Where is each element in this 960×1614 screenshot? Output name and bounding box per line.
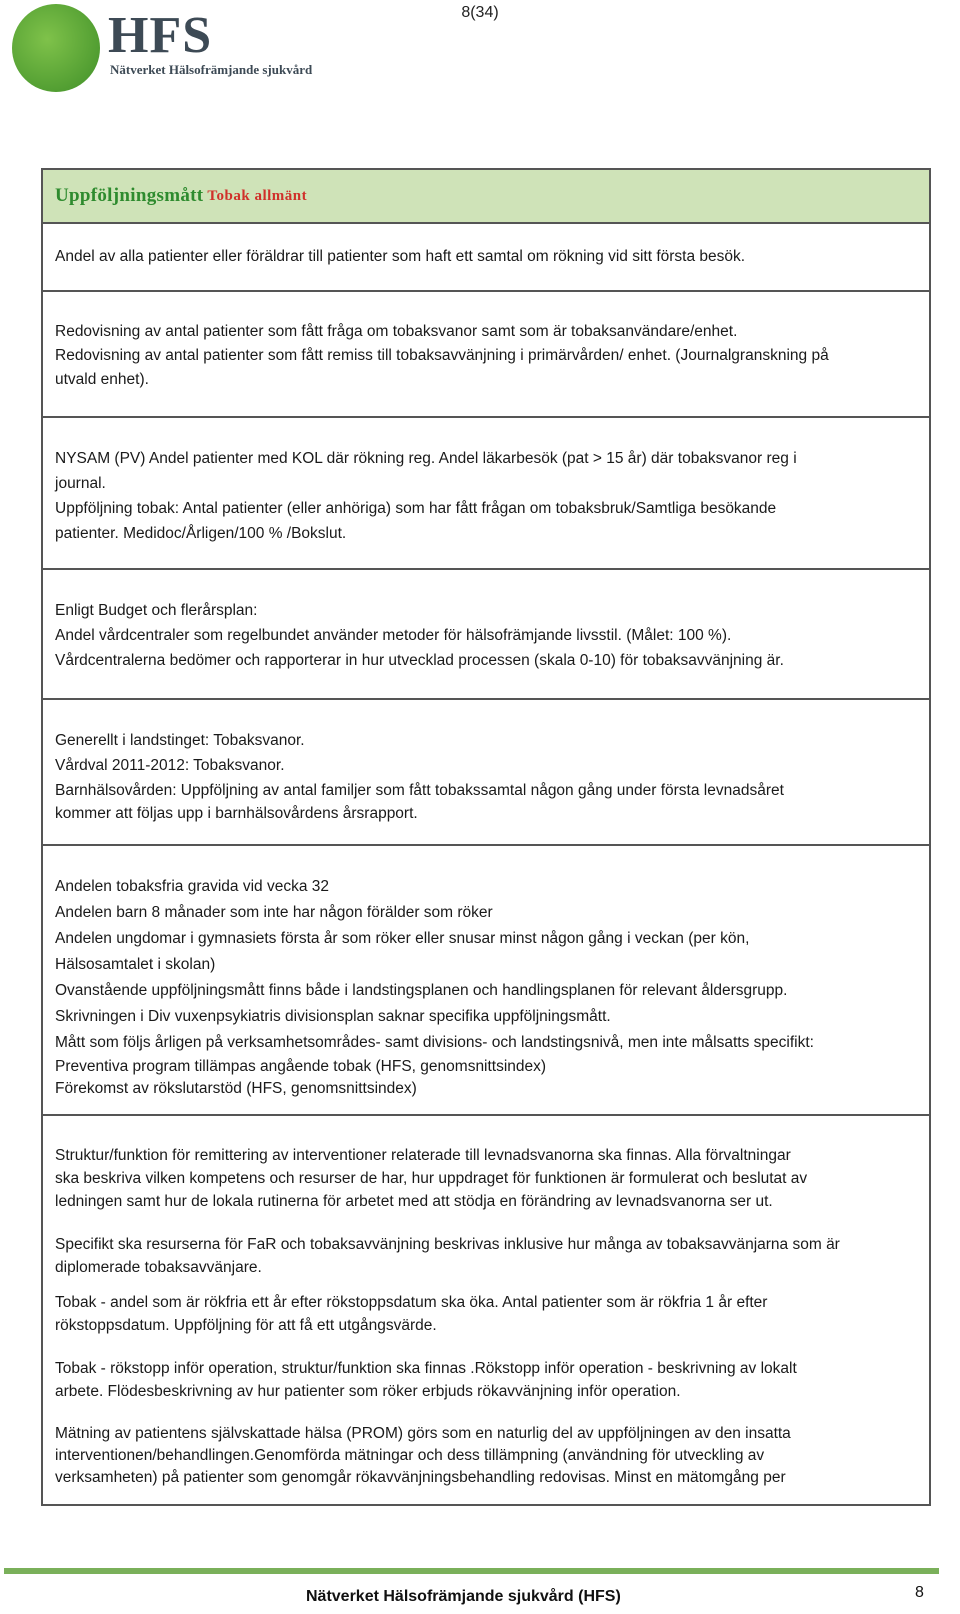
footer-text: Nätverket Hälsofrämjande sjukvård (HFS) bbox=[306, 1588, 621, 1605]
row-text: Andel vårdcentraler som regelbundet använder metoder för hälsofrämjande livsstil. (Målet: 100 %). bbox=[55, 627, 732, 644]
table-row bbox=[43, 292, 929, 418]
row-text: Vårdval 2011-2012: Tobaksvanor. bbox=[55, 757, 285, 774]
followup-table bbox=[41, 168, 931, 1506]
row-text: ska beskriva vilken kompetens och resurser de har, hur uppdraget för funktionen är formulerat och beslutat av bbox=[55, 1170, 808, 1187]
row-text: Uppföljning tobak: Antal patienter (eller anhöriga) som har fått frågan om tobaksbruk/Samtliga besökande bbox=[55, 500, 777, 517]
row-text: Andelen tobaksfria gravida vid vecka 32 bbox=[55, 878, 329, 895]
header-title: Uppföljningsmått bbox=[55, 185, 204, 206]
table-row bbox=[43, 224, 929, 292]
row-text: Redovisning av antal patienter som fått remiss till tobaksavvänjning i primärvården/ enhet. (Journalgranskning på bbox=[55, 347, 829, 364]
footer-divider bbox=[4, 1568, 939, 1574]
logo-name: HFS bbox=[108, 7, 213, 64]
table-row bbox=[43, 700, 929, 846]
row-text: Andelen ungdomar i gymnasiets första år som röker eller snusar minst någon gång i veckan (per kön, bbox=[55, 930, 750, 947]
row-text: Preventiva program tillämpas angående tobak (HFS, genomsnittsindex) bbox=[55, 1058, 547, 1075]
row-text: interventionen/behandlingen.Genomförda mätningar och dess tillämpning (användning för utveckling av bbox=[55, 1447, 765, 1464]
logo-circle-icon bbox=[12, 4, 100, 92]
hfs-logo bbox=[10, 2, 313, 92]
page-number: 8(34) bbox=[461, 4, 499, 21]
row-text: Skrivningen i Div vuxenpsykiatris divisionsplan saknar specifika uppföljningsmått. bbox=[55, 1008, 611, 1025]
table-row bbox=[43, 846, 929, 1116]
row-text: patienter. Medidoc/Årligen/100 % /Bokslut. bbox=[55, 525, 347, 542]
row-text: verksamheten) på patienter som genomgår rökavvänjningsbehandling redovisas. Minst en mätomgång per bbox=[55, 1469, 786, 1486]
row-text: Tobak - rökstopp inför operation, struktur/funktion ska finnas .Rökstopp inför operation - beskrivning av lokalt bbox=[55, 1360, 797, 1377]
row-text: NYSAM (PV) Andel patienter med KOL där rökning reg. Andel läkarbesök (pat > 15 år) där tobaksvanor reg i bbox=[55, 450, 797, 467]
row-text: utvald enhet). bbox=[55, 371, 149, 388]
row-text: Mått som följs årligen på verksamhetsområdes- samt divisions- och landstingsnivå, men inte målsatts specifikt: bbox=[55, 1034, 814, 1051]
row-text: Andel av alla patienter eller föräldrar till patienter som haft ett samtal om rökning vid sitt första besök. bbox=[55, 248, 746, 265]
table-row bbox=[43, 570, 929, 700]
table-row bbox=[43, 418, 929, 570]
row-text: arbete. Flödesbeskrivning av hur patienter som röker erbjuds rökavvänjning inför operation. bbox=[55, 1383, 681, 1400]
row-text: Redovisning av antal patienter som fått fråga om tobaksvanor samt som är tobaksanvändare/enhet. bbox=[55, 323, 738, 340]
row-text: Ovanstående uppföljningsmått finns både i landstingsplanen och handlingsplanen för relevant åldersgrupp. bbox=[55, 982, 788, 999]
row-text: Vårdcentralerna bedömer och rapporterar in hur utvecklad processen (skala 0-10) för tobaksavvänjning är. bbox=[55, 652, 784, 669]
row-text: Struktur/funktion för remittering av interventioner relaterade till levnadsvanorna ska finnas. Alla förvaltningar bbox=[55, 1147, 791, 1164]
row-text: rökstoppsdatum. Uppföljning för att få ett utgångsvärde. bbox=[55, 1317, 437, 1334]
row-text: Specifikt ska resurserna för FaR och tobaksavvänjning beskrivas inklusive hur många av tobaksavvänjarna som är bbox=[55, 1236, 840, 1253]
row-text: Andelen barn 8 månader som inte har någon förälder som röker bbox=[55, 904, 493, 921]
row-text: Mätning av patientens självskattade hälsa (PROM) görs som en naturlig del av uppföljningen av den insatta bbox=[55, 1425, 791, 1442]
row-text: ledningen samt hur de lokala rutinerna för arbetet med att stödja en förändring av levnadsvanorna ser ut. bbox=[55, 1193, 773, 1210]
row-text: Generellt i landstinget: Tobaksvanor. bbox=[55, 732, 305, 749]
row-text: journal. bbox=[55, 475, 106, 492]
table-row bbox=[43, 1116, 929, 1504]
row-text: Enligt Budget och flerårsplan: bbox=[55, 602, 258, 619]
row-text: Barnhälsovården: Uppföljning av antal familjer som fått tobakssamtal någon gång under första levnadsåret bbox=[55, 782, 784, 799]
logo-subtitle: Nätverket Hälsofrämjande sjukvård bbox=[110, 62, 313, 77]
row-text: Förekomst av rökslutarstöd (HFS, genomsnittsindex) bbox=[55, 1080, 417, 1097]
table-header bbox=[43, 170, 929, 224]
row-text: Hälsosamtalet i skolan) bbox=[55, 956, 216, 973]
row-text: Tobak - andel som är rökfria ett år efter rökstoppsdatum ska öka. Antal patienter som är rökfria 1 år efter bbox=[55, 1294, 768, 1311]
footer-page-number: 8 bbox=[915, 1584, 924, 1601]
row-text: kommer att följas upp i barnhälsovårdens årsrapport. bbox=[55, 805, 418, 822]
row-text: diplomerade tobaksavvänjare. bbox=[55, 1259, 262, 1276]
header-subtitle: Tobak allmänt bbox=[207, 187, 308, 204]
